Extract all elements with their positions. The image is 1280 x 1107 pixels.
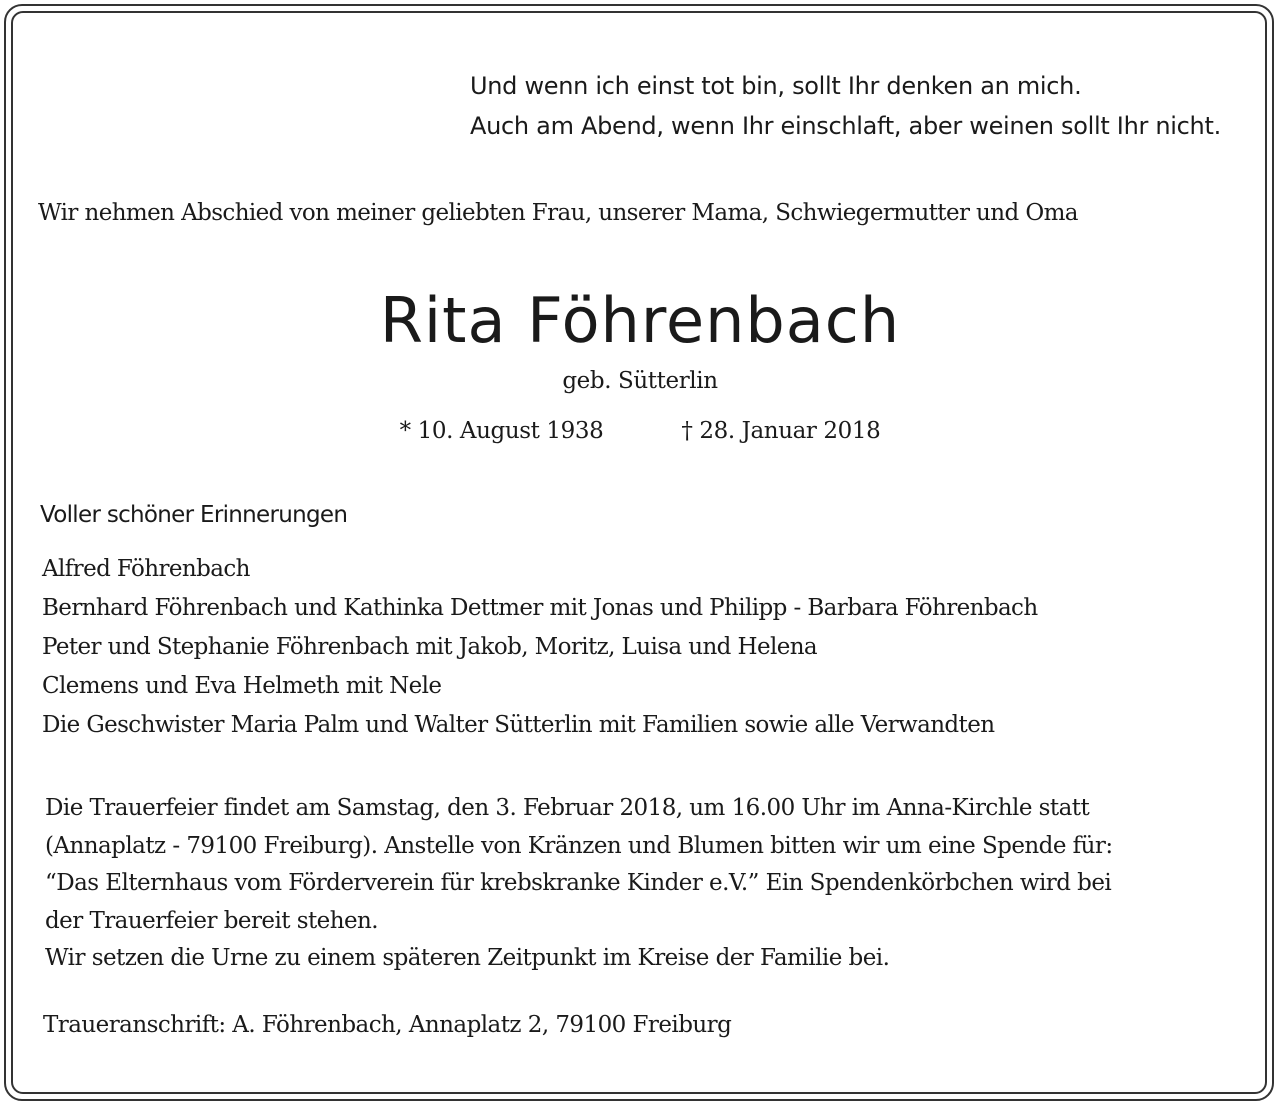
mourner-line: Clemens und Eva Helmeth mit Nele	[42, 673, 442, 699]
service-line: “Das Elternhaus vom Förderverein für krebskranke Kinder e.V.” Ein Spendenkörbchen wird bei	[45, 870, 1112, 896]
service-info	[45, 790, 1113, 978]
mourner-line: Die Geschwister Maria Palm und Walter Sütterlin mit Familien sowie alle Verwandten	[42, 712, 995, 738]
mourner-line: Alfred Föhrenbach	[42, 556, 250, 582]
birth-date: * 10. August 1938	[399, 418, 604, 444]
death-date: † 28. Januar 2018	[681, 418, 881, 444]
maiden-name: geb. Sütterlin	[562, 368, 718, 394]
mourner-line: Bernhard Föhrenbach und Kathinka Dettmer mit Jonas und Philipp - Barbara Föhrenbach	[42, 595, 1038, 621]
service-line: Wir setzen die Urne zu einem späteren Zeitpunkt im Kreise der Familie bei.	[45, 945, 890, 971]
mourner-line: Peter und Stephanie Föhrenbach mit Jakob, Moritz, Luisa und Helena	[42, 634, 818, 660]
motto-line: Und wenn ich einst tot bin, sollt Ihr denken an mich.	[470, 72, 1082, 100]
memories-heading: Voller schöner Erinnerungen	[40, 502, 348, 528]
mourning-address: Traueranschrift: A. Föhrenbach, Annaplatz 2, 79100 Freiburg	[43, 1012, 732, 1038]
service-line: Die Trauerfeier findet am Samstag, den 3. Februar 2018, um 16.00 Uhr im Anna-Kirchle statt	[45, 795, 1090, 821]
service-line: der Trauerfeier bereit stehen.	[45, 907, 379, 934]
life-dates	[0, 418, 1280, 444]
deceased-name: Rita Föhrenbach	[379, 284, 901, 357]
mourners-list	[42, 550, 1038, 745]
intro-text: Wir nehmen Abschied von meiner geliebten Frau, unserer Mama, Schwiegermutter und Oma	[38, 200, 1078, 226]
motto-quote	[470, 66, 1221, 146]
motto-line: Auch am Abend, wenn Ihr einschlaft, aber weinen sollt Ihr nicht.	[470, 112, 1221, 140]
service-line: (Annaplatz - 79100 Freiburg). Anstelle von Kränzen und Blumen bitten wir um eine Spende für:	[45, 832, 1113, 859]
